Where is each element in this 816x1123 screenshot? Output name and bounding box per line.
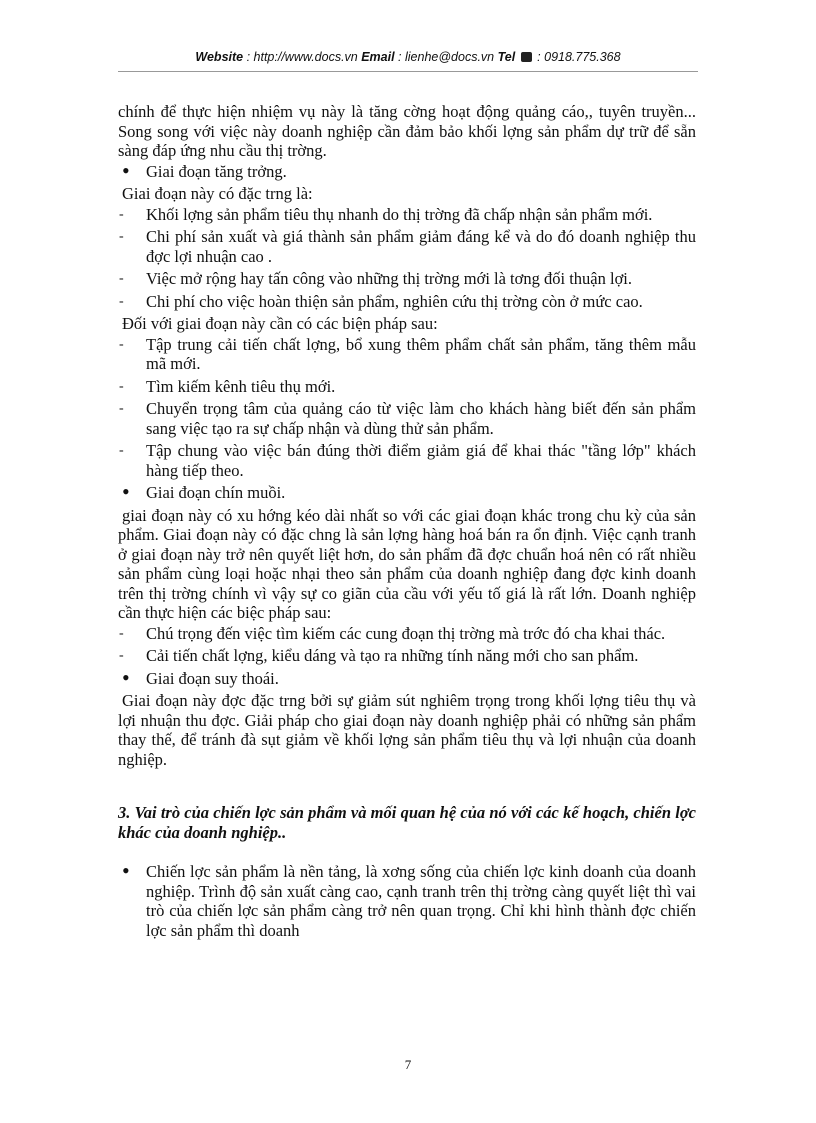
paragraph: Giai đoạn này đợc đặc trng bởi sự giảm sút nghiêm trọng trong khối lợng tiêu thụ và lợi nhuận thu đợc. Giải pháp cho giai đoạn này doanh nghiệp phải có những sản phẩm thay thế, để tránh đà sụt giảm về khối lợng sản phẩm tiêu thụ và lợi nhuận của doanh nghiệp. [118, 691, 696, 769]
dash-icon: - [119, 271, 124, 286]
dash-icon: - [119, 206, 124, 222]
dash-item [118, 624, 696, 644]
website-label: Website [195, 50, 244, 64]
section-heading: 3. Vai trò của chiến lợc sản phẩm và mối quan hệ của nó với các kế hoạch, chiến lợc khác của doanh nghiệp.. [118, 803, 696, 842]
bullet-icon: • [122, 664, 130, 690]
tel-value: : 0918.775.368 [533, 50, 621, 64]
dash-text: Khối lợng sản phẩm tiêu thụ nhanh do thị trờng đã chấp nhận sản phẩm mới. [146, 204, 653, 224]
dash-text: Chi phí cho việc hoàn thiện sản phẩm, nghiên cứu thị trờng còn ở mức cao. [146, 291, 643, 311]
bullet-icon: • [122, 858, 130, 883]
dash-text: Tìm kiếm kênh tiêu thụ mới. [146, 376, 336, 396]
dash-icon: - [119, 625, 124, 641]
header-divider [118, 71, 698, 72]
paragraph: Giai đoạn này có đặc trng là: [122, 184, 313, 203]
dash-text: Chuyển trọng tâm của quảng cáo từ việc làm cho khách hàng biết đến sản phẩm sang việc tạo ra sự chấp nhận và dùng thử sản phẩm. [146, 399, 696, 438]
bullet-text: Giai đoạn tăng trởng. [146, 161, 287, 181]
dash-item [118, 377, 696, 397]
dash-icon: - [119, 378, 124, 394]
paragraph: Đối với giai đoạn này cần có các biện pháp sau: [122, 314, 438, 333]
tel-label: Tel [497, 50, 516, 64]
bullet-text: Giai đoạn suy thoái. [146, 668, 279, 688]
bullet-icon: • [122, 157, 130, 183]
bullet-text: Chiến lợc sản phẩm là nền tảng, là xơng sống của chiến lợc kinh doanh của doanh nghiệp. Trình độ sản xuất càng cao, cạnh tranh trên thị trờng càng quyết liệt thì vai trò của chiến lợc sản phẩm càng trở nên quan trọng. Chỉ khi hình thành đợc chiến lợc sản phẩm thì doanh [146, 862, 696, 940]
dash-item [118, 335, 696, 374]
dash-text: Chi phí sản xuất và giá thành sản phẩm giảm đáng kể và do đó doanh nghiệp thu đợc lợi nhuận cao . [146, 227, 696, 266]
bullet-item [118, 157, 696, 183]
bullet-item [118, 664, 696, 690]
paragraph: chính để thực hiện nhiệm vụ này là tăng cờng hoạt động quảng cáo,, tuyên truyền... Song song với việc này doanh nghiệp cần đảm bảo khối lợng sản phẩm dự trữ để sẵn sàng đáp ứng nhu cầu thị trờng. [118, 102, 696, 160]
dash-icon: - [119, 401, 124, 416]
phone-icon [521, 52, 532, 62]
page-number: 7 [404, 1057, 412, 1072]
dash-item [118, 227, 696, 266]
dash-icon: - [119, 293, 124, 309]
dash-icon: - [119, 336, 124, 352]
dash-item [118, 399, 696, 438]
dash-text: Tập trung cải tiến chất lợng, bổ xung thêm phẩm chất sản phẩm, tăng thêm mẫu mã mới. [146, 334, 696, 373]
email-value: : lienhe@docs.vn [394, 50, 498, 64]
dash-item [118, 646, 696, 666]
dash-item [118, 292, 696, 312]
dash-text: Cải tiến chất lợng, kiểu dáng và tạo ra những tính năng mới cho san phẩm. [146, 646, 639, 665]
dash-text: Tập chung vào việc bán đúng thời điểm giảm giá để khai thác "tầng lớp" khách hàng tiếp theo. [146, 441, 696, 480]
bullet-text: Giai đoạn chín muồi. [146, 483, 286, 502]
bullet-icon: • [122, 479, 130, 504]
dash-icon: - [119, 443, 124, 458]
dash-item [118, 441, 696, 480]
dash-text: Việc mở rộng hay tấn công vào những thị trờng mới là tơng đối thuận lợi. [146, 269, 633, 288]
document-body [118, 102, 696, 943]
paragraph: giai đoạn này có xu hớng kéo dài nhất so với các giai đoạn khác trong chu kỳ của sản phẩm. Giai đoạn này có đặc chng là sản lợng hàng hoá bán ra ổn định. Việc cạnh tranh ở giai đoạn này trở nên quyết liệt hơn, do sản phẩm đã đợc chuẩn hoá nên có rất nhiều sản phẩm cùng loại hoặc nhại theo sản phẩm của doanh nghiệp đang đợc kinh doanh trên thị trờng chính vì vậy sự co giãn của cầu với yếu tố giá là rất lớn. Doanh nghiệp cần thực hiện các biệc pháp sau: [118, 505, 696, 622]
dash-item [118, 269, 696, 289]
bullet-item [118, 479, 696, 504]
bullet-item [118, 858, 696, 940]
dash-icon: - [119, 648, 124, 663]
dash-icon: - [119, 229, 124, 244]
page-header [0, 50, 816, 64]
dash-item [118, 205, 696, 225]
email-label: Email [361, 50, 395, 64]
website-value: : http://www.docs.vn [243, 50, 362, 64]
dash-text: Chú trọng đến việc tìm kiếm các cung đoạn thị trờng mà trớc đó cha khai thác. [146, 623, 666, 643]
